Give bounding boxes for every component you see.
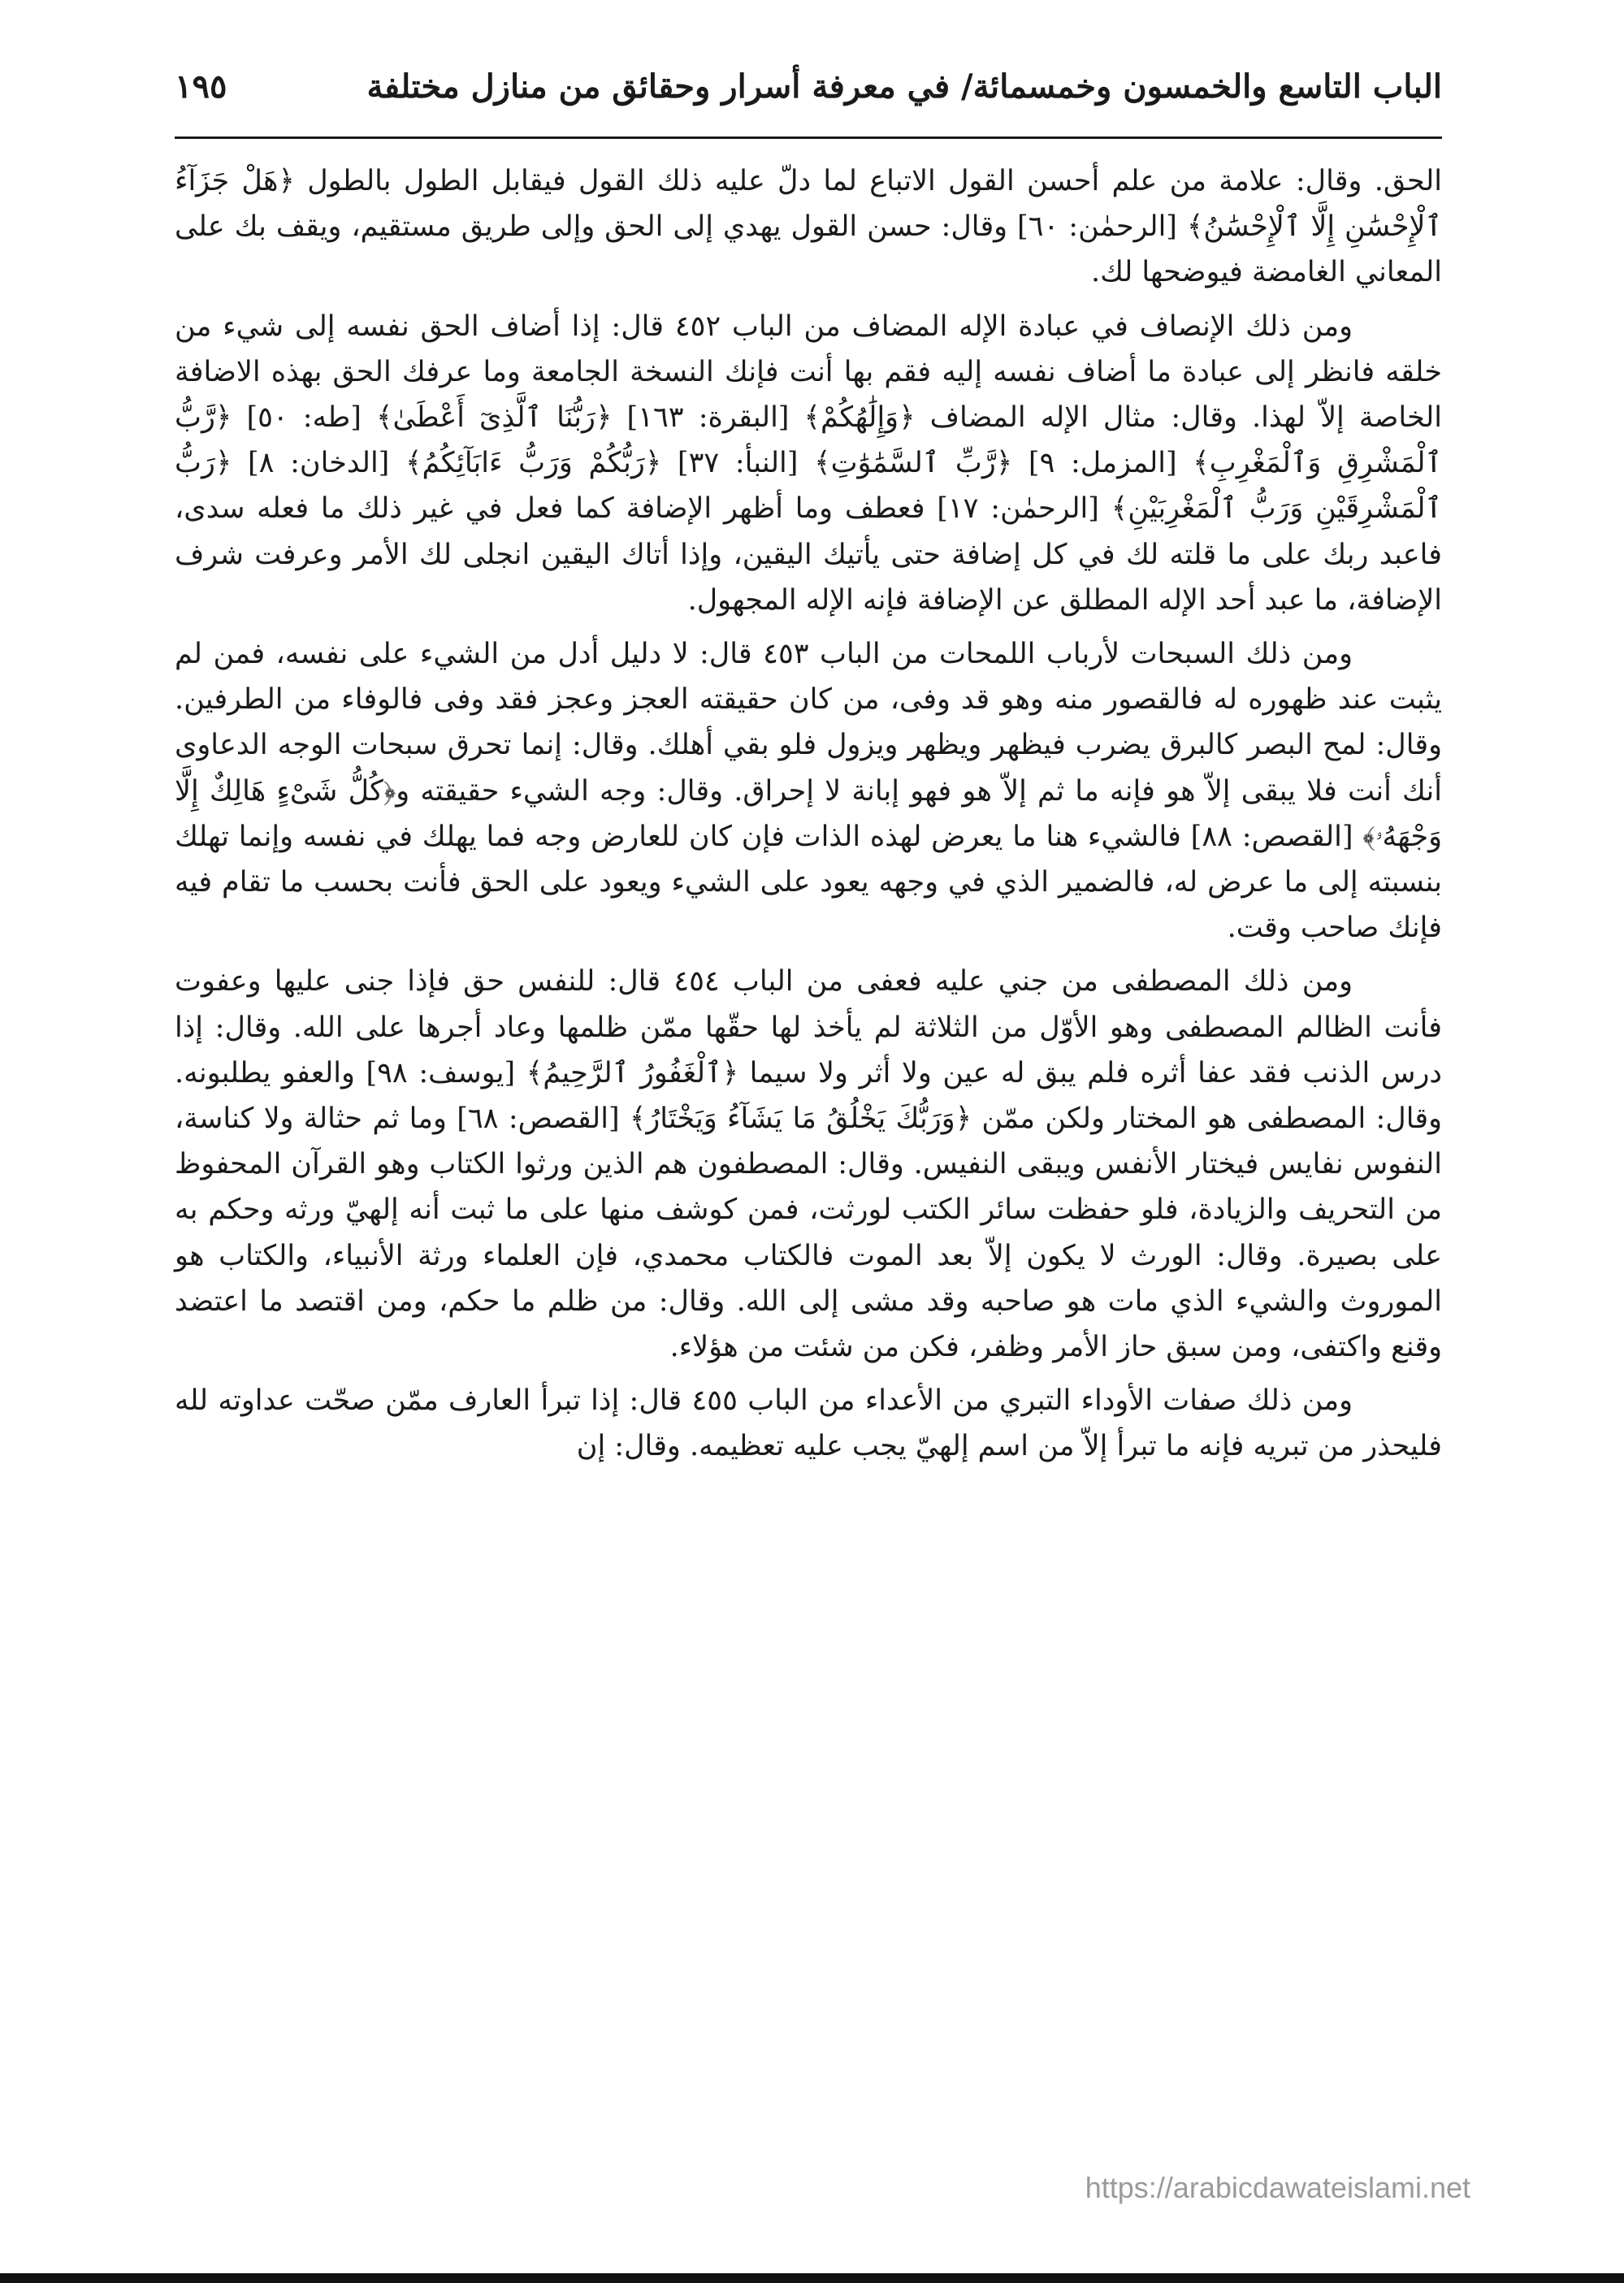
header-divider bbox=[175, 136, 1442, 139]
chapter-title: الباب التاسع والخمسون وخمسمائة/ في معرفة أسرار وحقائق من منازل مختلفة bbox=[366, 67, 1442, 106]
paragraph: ومن ذلك المصطفى من جني عليه فعفى من الباب ٤٥٤ قال: للنفس حق فإذا جنى عليها وعفوت فأنت الظالم المصطفى وهو الأوّل من الثلاثة لم يأخذ لها حقّها ممّن ظلمها وعاد أجرها على الله. وقال: إذا درس الذنب فقد عفا أثره فلم يبق له عين ولا أثر ولا سيما ﴿ٱلْغَفُورُ ٱلرَّحِيمُ﴾ [يوسف: ٩٨] والعفو يطلبونه. وقال: المصطفى هو المختار ولكن ممّن ﴿وَرَبُّكَ يَخْلُقُ مَا يَشَآءُ وَيَخْتَارُ﴾ [القصص: ٦٨] وما ثم حثالة ولا كناسة، النفوس نفايس فيختار الأنفس ويبقى النفيس. وقال: المصطفون هم الذين ورثوا الكتاب وهو القرآن المحفوظ من التحريف والزيادة، فلو حفظت سائر الكتب لورثت، فمن كوشف منها على ما ثبت أنه إلهيّ ورثه وحكم به على بصيرة. وقال: الورث لا يكون إلاّ بعد الموت فالكتاب محمدي، فإن العلماء ورثة الأنبياء، والكتاب هو الموروث والشيء الذي مات هو صاحبه وقد مشى إلى الله. وقال: من ظلم ما حكم، ومن اقتصد ما اعتضد وقنع واكتفى، ومن سبق حاز الأمر وظفر، فكن من شئت من هؤلاء. bbox=[175, 965, 1443, 1364]
source-watermark: https://arabicdawateislami.net bbox=[1085, 2171, 1470, 2204]
paragraph: ومن ذلك السبحات لأرباب اللمحات من الباب ٤٥٣ قال: لا دليل أدل من الشيء على نفسه، فمن لم يثبت عند ظهوره له فالقصور منه وهو قد وفى، من كان حقيقته العجز وعجز فقد وفى فالوفاء من الطرفين. وقال: لمح البصر كالبرق يضرب فيظهر ويظهر ويزول فلو بقي أهلك. وقال: إنما تحرق سبحات الوجه الدعاوى أنك أنت فلا يبقى إلاّ هو فإنه ما ثم إلاّ هو فهو إبانة لا إحراق. وقال: وجه الشيء حقيقته و﴿كُلُّ شَىْءٍ هَالِكٌ إِلَّا وَجْهَهُۥ﴾ [القصص: ٨٨] فالشيء هنا ما يعرض لهذه الذات فإن كان للعارض وجه فما يهلك في نفسه وإنما تهلك بنسبته إلى ما عرض له، فالضمير الذي في وجهه يعود على الشيء ويعود على الحق فأنت بحسب ما تقام فيه فإنك صاحب وقت. bbox=[175, 638, 1442, 945]
paragraph: الحق. وقال: علامة من علم أحسن القول الاتباع لما دلّ عليه ذلك القول فيقابل الطول بالطول ﴿هَلْ جَزَآءُ ٱلْإِحْسَٰنِ إِلَّا ٱلْإِحْسَٰنُ﴾ [الرحمٰن: ٦٠] وقال: حسن القول يهدي إلى الحق وإلى طريق مستقيم، ويقف بك على المعاني الغامضة فيوضحها لك. bbox=[175, 165, 1442, 289]
page-number: ١٩٥ bbox=[175, 67, 227, 106]
running-header bbox=[175, 57, 1442, 106]
paragraph: ومن ذلك صفات الأوداء التبري من الأعداء من الباب ٤٥٥ قال: إذا تبرأ العارف ممّن صحّت عداوته لله فليحذر من تبريه فإنه ما تبرأ إلاّ من اسم إلهيّ يجب عليه تعظيمه. وقال: إن bbox=[175, 1384, 1442, 1463]
main-text bbox=[175, 158, 1442, 1478]
scan-edge bbox=[0, 2273, 1624, 2283]
paragraph: ومن ذلك الإنصاف في عبادة الإله المضاف من الباب ٤٥٢ قال: إذا أضاف الحق نفسه إلى شيء من خلقه فانظر إلى عبادة ما أضاف نفسه إليه فقم بها أنت فإنك النسخة الجامعة وما عرفك الحق بهذه الاضافة الخاصة إلاّ لهذا. وقال: مثال الإله المضاف ﴿وَإِلَٰهُكُمْ﴾ [البقرة: ١٦٣] ﴿رَبُّنَا ٱلَّذِىٓ أَعْطَىٰ﴾ [طه: ٥٠] ﴿رَّبُّ ٱلْمَشْرِقِ وَٱلْمَغْرِبِ﴾ [المزمل: ٩] ﴿رَّبِّ ٱلسَّمَٰوَٰتِ﴾ [النبأ: ٣٧] ﴿رَبُّكُمْ وَرَبُّ ءَابَآئِكُمُ﴾ [الدخان: ٨] ﴿رَبُّ ٱلْمَشْرِقَيْنِ وَرَبُّ ٱلْمَغْرِبَيْنِ﴾ [الرحمٰن: ١٧] فعطف وما أظهر الإضافة كما فعل في غير ذلك ما فعله سدى، فاعبد ربك على ما قلته لك في كل إضافة حتى يأتيك اليقين، وإذا أتاك اليقين انجلى لك الأمر وعرفت شرف الإضافة، ما عبد أحد الإله المطلق عن الإضافة فإنه الإله المجهول. bbox=[175, 310, 1443, 617]
